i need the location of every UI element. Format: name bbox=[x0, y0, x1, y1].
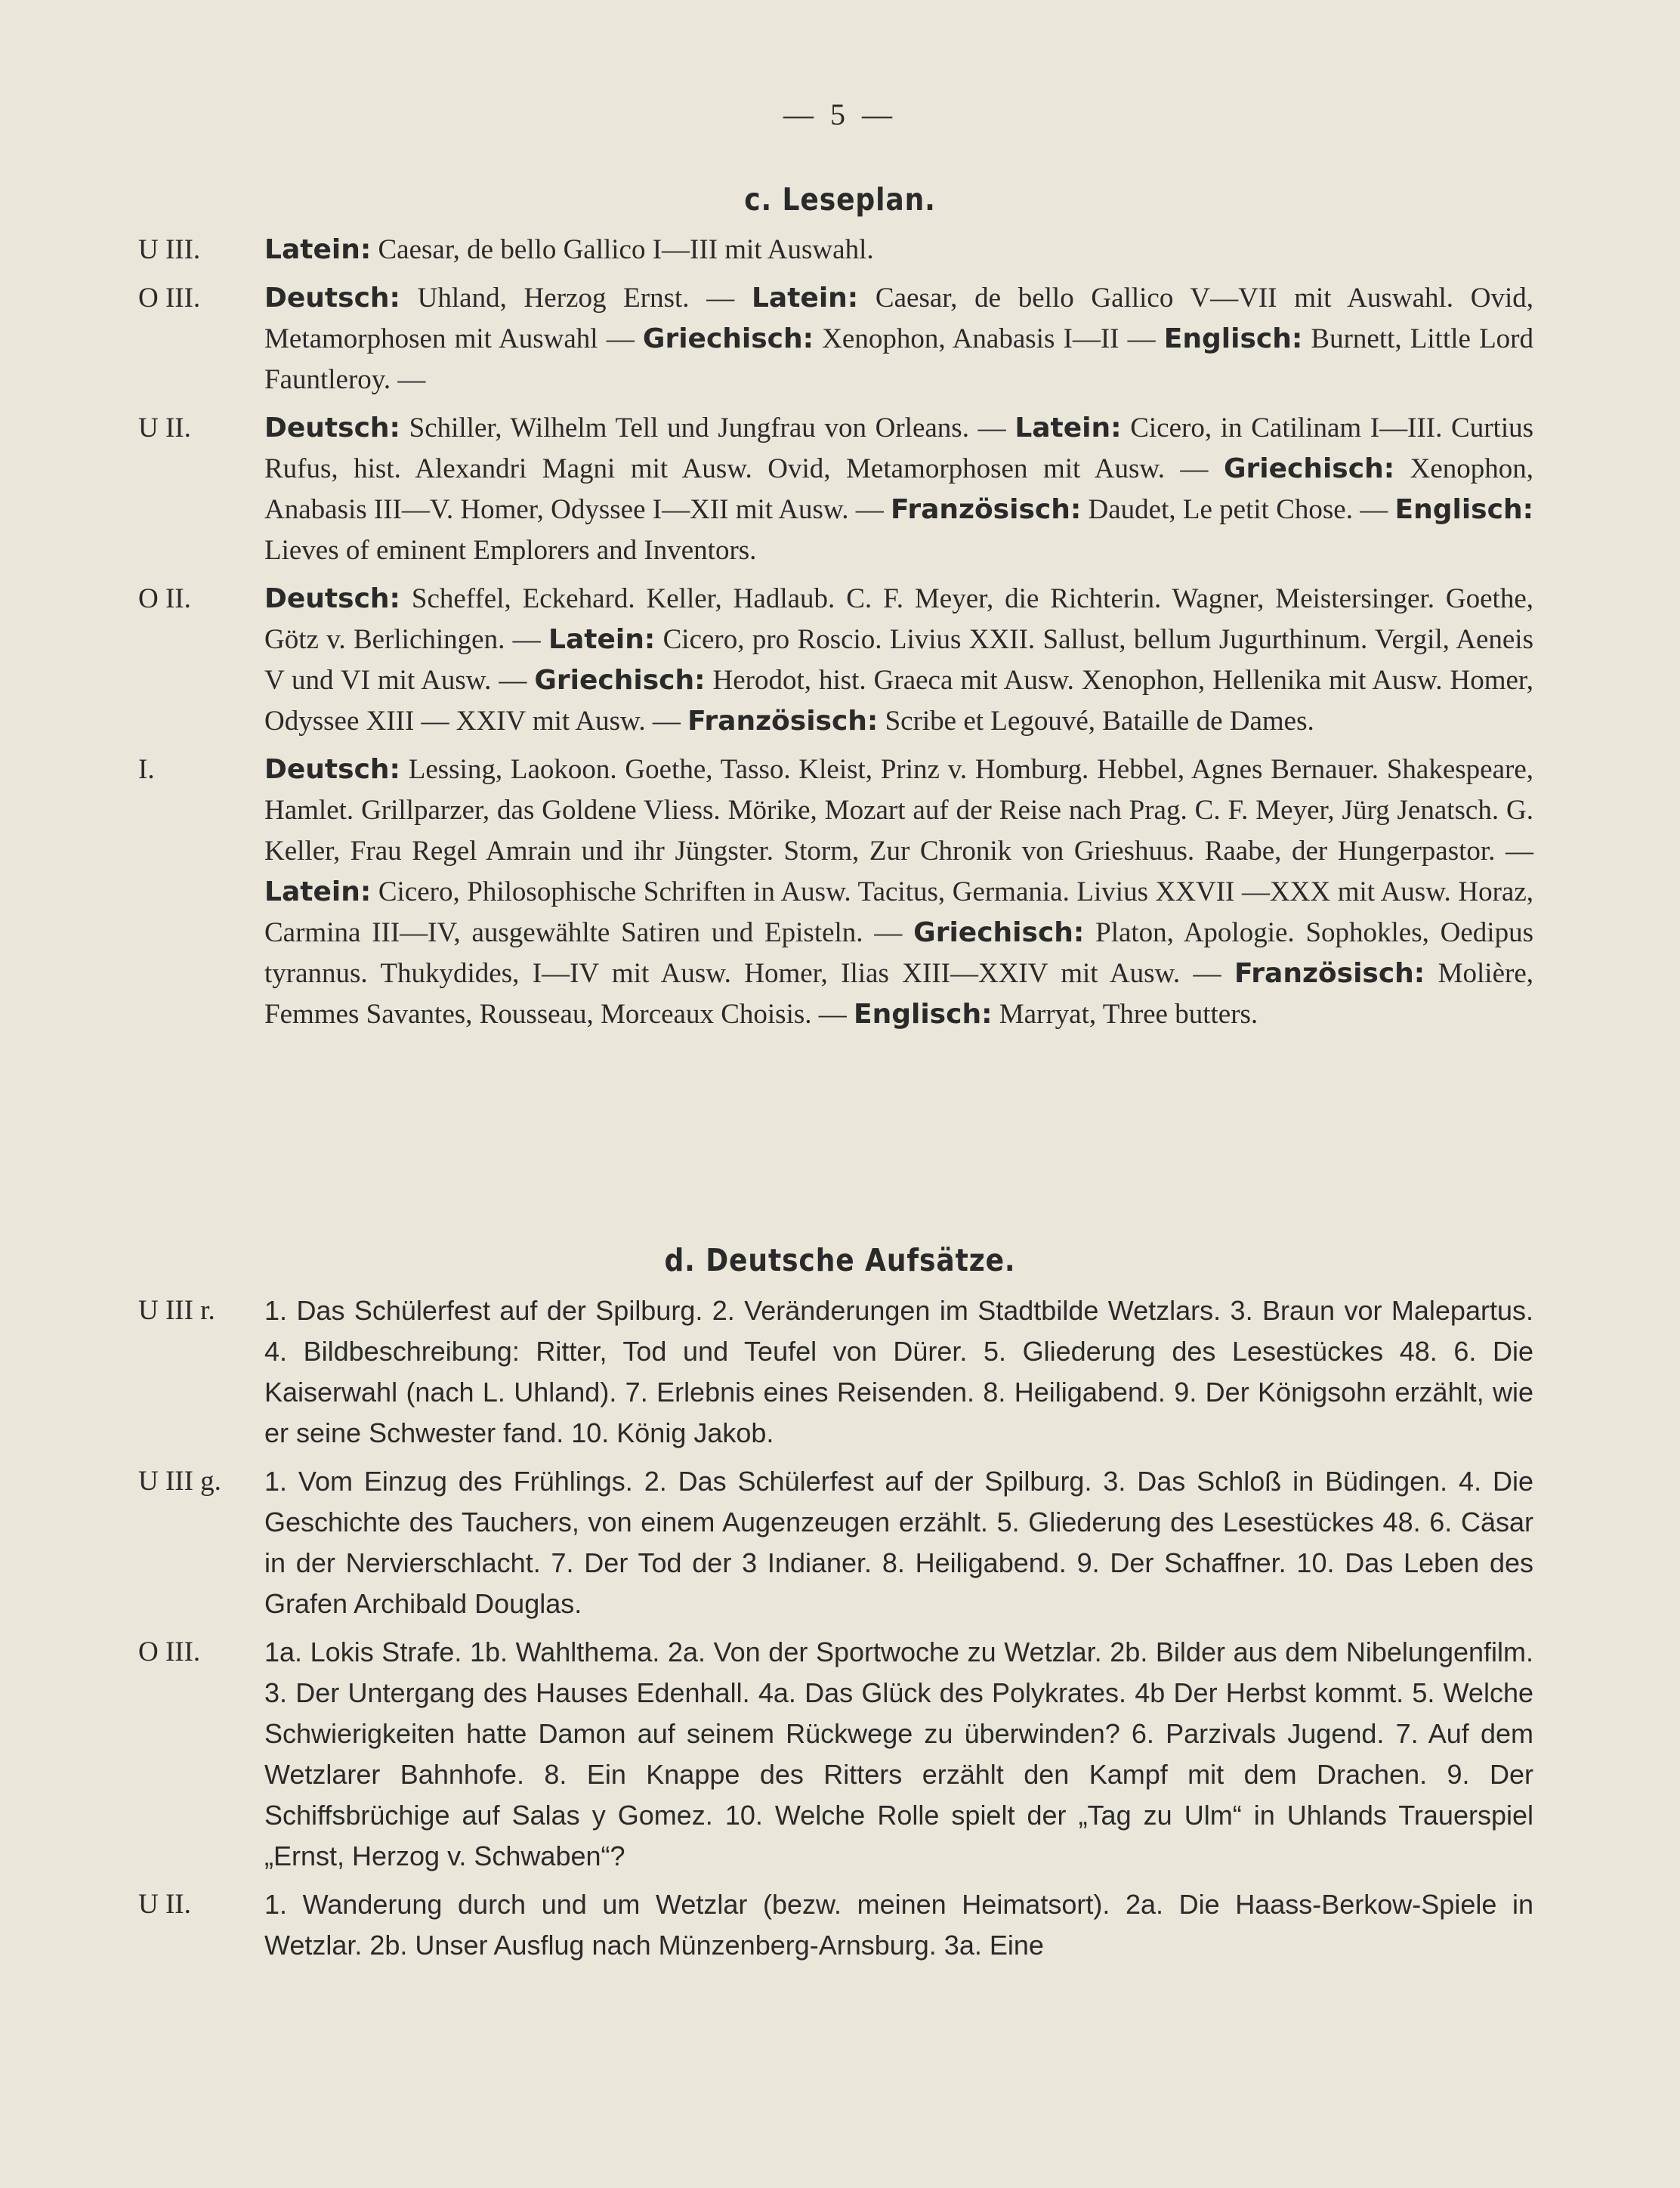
class-label: U III. bbox=[138, 234, 201, 265]
reading-text: Cicero, in Catilinam I—III. Curtius Rufus, hist. Alexandri Magni mit Ausw. Ovid, Metamorphosen mit Ausw. — bbox=[264, 413, 1533, 484]
entry-text bbox=[264, 230, 1533, 270]
reading-text: Caesar, de bello Gallico V—VII mit Auswahl. Ovid, Metamorphosen mit Auswahl — bbox=[264, 283, 1533, 354]
reading-text: Molière, Femmes Savantes, Rousseau, Morceaux Choisis. — bbox=[264, 958, 1533, 1030]
subject-label: Latein: bbox=[264, 876, 372, 907]
subject-label: Englisch: bbox=[1163, 323, 1303, 354]
page-number: — 5 — bbox=[783, 97, 897, 131]
aufsatz-entry-uiiir bbox=[0, 1290, 1680, 1454]
subject-label: Deutsch: bbox=[264, 283, 400, 314]
reading-text: Uhland, Herzog Ernst. — bbox=[400, 283, 752, 314]
subject-label: Latein: bbox=[264, 234, 372, 265]
reading-text: Scheffel, Eckehard. Keller, Hadlaub. C. F. Meyer, die Richterin. Wagner, Meistersinger. Goethe, Götz v. Berlichingen. — bbox=[264, 583, 1533, 655]
leseplan-entry-uii bbox=[0, 408, 1680, 571]
class-label: O III. bbox=[138, 283, 201, 314]
subject-label: Latein: bbox=[548, 624, 656, 655]
aufsatz-entry-uiiig bbox=[0, 1461, 1680, 1624]
subject-label: Englisch: bbox=[854, 999, 993, 1030]
subject-label: Latein: bbox=[1014, 413, 1122, 443]
class-label: U II. bbox=[138, 1889, 191, 1920]
subject-label: Französisch: bbox=[1234, 958, 1425, 989]
class-label: U III r. bbox=[138, 1295, 215, 1326]
leseplan-entry-uiii bbox=[0, 230, 1680, 270]
subject-label: Französisch: bbox=[891, 494, 1082, 525]
subject-label: Griechisch: bbox=[1223, 453, 1395, 484]
subject-label: Englisch: bbox=[1394, 494, 1533, 525]
subject-label: Deutsch: bbox=[264, 754, 400, 785]
leseplan-entry-oii bbox=[0, 579, 1680, 742]
entry-text bbox=[264, 579, 1533, 742]
reading-text: Xenophon, Anabasis I—II — bbox=[814, 323, 1164, 354]
entry-text bbox=[264, 749, 1533, 1035]
aufsatz-entry-uii bbox=[0, 1884, 1680, 1966]
section-title-aufsaetze: d. Deutsche Aufsätze. bbox=[664, 1242, 1016, 1278]
reading-text: Burnett, Little Lord Fauntleroy. — bbox=[264, 323, 1533, 395]
class-label: U II. bbox=[138, 413, 191, 443]
reading-text: Lieves of eminent Emplorers and Inventors. bbox=[264, 535, 757, 566]
reading-text: Daudet, Le petit Chose. — bbox=[1081, 494, 1395, 525]
class-label: O II. bbox=[138, 583, 191, 614]
reading-text: Lessing, Laokoon. Goethe, Tasso. Kleist, Prinz v. Homburg. Hebbel, Agnes Bernauer. Shakespeare, Hamlet. Grillparzer, das Goldene Vliess. Mörike, Mozart auf der Reise nach Prag. C. F. Meyer, Jürg Jenatsch. G. Keller, Frau Regel Amrain und ihr Jüngster. Storm, Zur Chronik von Grieshuus. Raabe, der Hungerpastor. — bbox=[264, 754, 1533, 867]
subject-label: Deutsch: bbox=[264, 583, 400, 614]
subject-label: Latein: bbox=[751, 283, 859, 314]
reading-text: Platon, Apologie. Sophokles, Oedipus tyrannus. Thukydides, I—IV mit Ausw. Homer, Ilias XIII—XXIV mit Ausw. — bbox=[264, 917, 1533, 989]
aufsatz-entry-oiii bbox=[0, 1632, 1680, 1877]
essay-topics: 1a. Lokis Strafe. 1b. Wahlthema. 2a. Von der Sportwoche zu Wetzlar. 2b. Bilder aus dem Nibelungenfilm. 3. Der Untergang des Hauses Edenhall. 4a. Das Glück des Polykrates. 4b Der Herbst kommt. 5. Welche Schwierigkeiten hatte Damon auf seinem Rückwege zu überwinden? 6. Parzivals Jugend. 7. Auf dem Wetzlarer Bahnhofe. 8. Ein Knappe des Ritters erzählt den Kampf mit dem Drachen. 9. Der Schiffsbrüchige auf Salas y Gomez. 10. Welche Rolle spielt der „Tag zu Ulm“ in Uhlands Trauerspiel „Ernst, Herzog v. Schwaben“? bbox=[264, 1636, 1533, 1871]
reading-text: Cicero, Philosophische Schriften in Ausw. Tacitus, Germania. Livius XXVII —XXX mit Ausw. Horaz, Carmina III—IV, ausgewählte Satiren und Episteln. — bbox=[264, 876, 1533, 948]
reading-text: Herodot, hist. Graeca mit Ausw. Xenophon, Hellenika mit Ausw. Homer, Odyssee XIII — XXIV mit Ausw. — bbox=[264, 665, 1533, 737]
subject-label: Griechisch: bbox=[642, 323, 814, 354]
entry-text bbox=[264, 408, 1533, 571]
class-label: O III. bbox=[138, 1636, 201, 1667]
aufsaetze-section bbox=[0, 1236, 1680, 1966]
reading-text: Scribe et Legouvé, Bataille de Dames. bbox=[878, 706, 1314, 737]
subject-label: Französisch: bbox=[687, 706, 879, 737]
subject-label: Griechisch: bbox=[913, 917, 1085, 948]
essay-topics: 1. Das Schülerfest auf der Spilburg. 2. Veränderungen im Stadtbilde Wetzlars. 3. Braun vor Malepartus. 4. Bildbeschreibung: Ritter, Tod und Teufel von Dürer. 5. Gliederung des Lesestückes 48. 6. Die Kaiserwahl (nach L. Uhland). 7. Erlebnis eines Reisenden. 8. Heiligabend. 9. Der Königsohn erzählt, wie er seine Schwester fand. 10. König Jakob. bbox=[264, 1295, 1533, 1448]
leseplan-entry-i bbox=[0, 749, 1680, 1035]
reading-text: Xenophon, Anabasis III—V. Homer, Odyssee I—XII mit Ausw. — bbox=[264, 453, 1533, 525]
entry-text bbox=[264, 278, 1533, 400]
subject-label: Griechisch: bbox=[534, 665, 706, 696]
class-label: I. bbox=[138, 754, 155, 785]
reading-text: Marryat, Three butters. bbox=[992, 999, 1258, 1030]
leseplan-entry-oiii bbox=[0, 278, 1680, 400]
essay-topics: 1. Vom Einzug des Frühlings. 2. Das Schülerfest auf der Spilburg. 3. Das Schloß in Büdingen. 4. Die Geschichte des Tauchers, von einem Augenzeugen erzählt. 5. Gliederung des Lesestückes 48. 6. Cäsar in der Nervierschlacht. 7. Der Tod der 3 Indianer. 8. Heiligabend. 9. Der Schaffner. 10. Das Leben des Grafen Archibald Douglas. bbox=[264, 1466, 1533, 1619]
reading-text: Caesar, de bello Gallico I—III mit Auswahl. bbox=[371, 234, 874, 265]
essay-topics: 1. Wanderung durch und um Wetzlar (bezw. meinen Heimatsort). 2a. Die Haass-Berkow-Spiele in Wetzlar. 2b. Unser Ausflug nach Münzenberg-Arnsburg. 3a. Eine bbox=[264, 1889, 1533, 1961]
class-label: U III g. bbox=[138, 1466, 221, 1497]
section-title-leseplan: c. Leseplan. bbox=[744, 181, 936, 218]
subject-label: Deutsch: bbox=[264, 413, 400, 443]
reading-text: Cicero, pro Roscio. Livius XXII. Sallust, bellum Jugurthinum. Vergil, Aeneis V und VI mit Ausw. — bbox=[264, 624, 1533, 696]
leseplan-section bbox=[0, 175, 1680, 1035]
reading-text: Schiller, Wilhelm Tell und Jungfrau von Orleans. — bbox=[400, 413, 1015, 443]
